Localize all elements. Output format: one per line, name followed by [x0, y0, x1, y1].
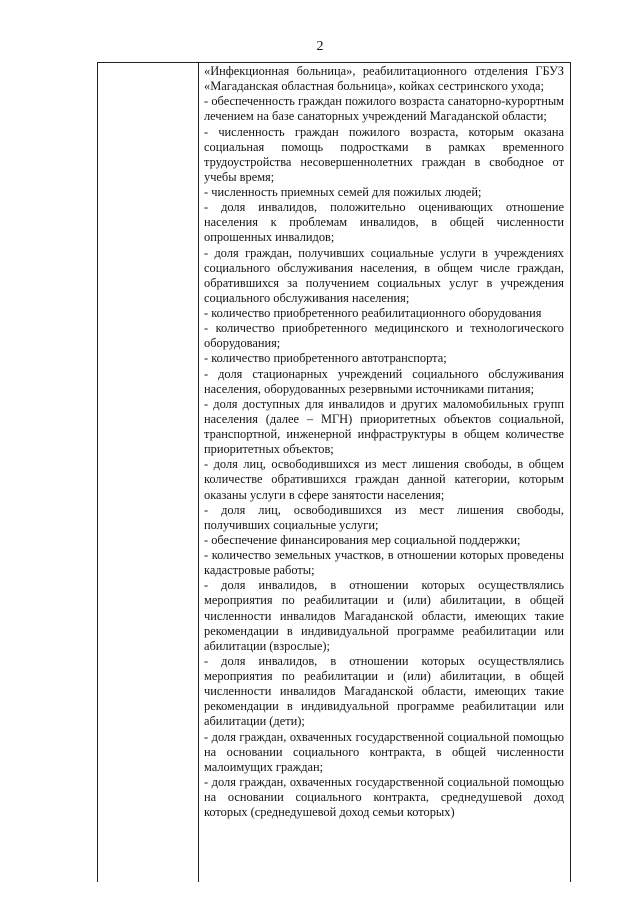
indicator-paragraph: - доля доступных для инвалидов и других маломобильных групп населения (далее – МГН) приоритетных объектов социальной, транспортной, инженерной инфраструктуры в общем количестве приоритетных объектов; — [204, 396, 564, 457]
indicator-paragraph: - доля граждан, охваченных государственной социальной помощью на основании социального контракта, среднедушевой доход которых (среднедушевой доход семьи которых) — [204, 774, 564, 820]
indicator-paragraph: - обеспеченность граждан пожилого возраста санаторно-курортным лечением на базе санаторных учреждений Магаданской области; — [204, 94, 564, 124]
indicator-paragraph: - численность граждан пожилого возраста, которым оказана социальная помощь подростками в рамках временного трудоустройства несовершеннолетних граждан в свободное от учебы время; — [204, 124, 564, 184]
indicator-paragraph: - доля инвалидов, в отношении которых осуществлялись мероприятия по реабилитации и (или) абилитации, в общей численности инвалидов Магаданской области, имеющих такие рекомендации в индивидуальной программе реабилитации или абилитации (дети); — [204, 653, 564, 729]
indicator-paragraph: - доля граждан, получивших социальные услуги в учреждениях социального обслуживания населения, в общем числе граждан, обратившихся за получением социальных услуг в учреждения социального обслуживания населения; — [204, 245, 564, 305]
indicator-paragraph: - доля лиц, освободившихся из мест лишения свободы, в общем количестве обратившихся граждан данной категории, которым оказаны услуги в сфере занятости населения; — [204, 457, 564, 502]
indicator-paragraph: - доля стационарных учреждений социального обслуживания населения, оборудованных резервными источниками питания; — [204, 366, 564, 396]
indicator-paragraph: - доля инвалидов, в отношении которых осуществлялись мероприятия по реабилитации и (или) абилитации, в общей численности инвалидов Магаданской области, имеющих такие рекомендации в индивидуальной программе реабилитации или абилитации (взрослые); — [204, 578, 564, 653]
indicator-paragraph: - доля лиц, освободившихся из мест лишения свободы, получивших социальные услуги; — [204, 502, 564, 532]
indicator-paragraph: «Инфекционная больница», реабилитационного отделения ГБУЗ «Магаданская областная больница», койках сестринского ухода; — [204, 64, 564, 94]
page-number: 2 — [316, 39, 324, 54]
indicator-paragraph: - количество приобретенного реабилитационного оборудования — [204, 306, 542, 320]
table-column-divider — [198, 62, 199, 882]
indicator-paragraph: - обеспечение финансирования мер социальной поддержки; — [204, 532, 521, 547]
indicator-paragraph: - количество приобретенного медицинского и технологического оборудования; — [204, 321, 564, 351]
indicator-paragraph: - количество земельных участков, в отношении которых проведены кадастровые работы; — [204, 548, 564, 578]
indicator-paragraph: - доля граждан, охваченных государственной социальной помощью на основании социального контракта, в общей численности малоимущих граждан; — [204, 729, 564, 774]
indicator-paragraph: - количество приобретенного автотранспорта; — [204, 351, 447, 366]
indicator-paragraph: - доля инвалидов, положительно оценивающих отношение населения к проблемам инвалидов, в общей численности опрошенных инвалидов; — [204, 200, 564, 245]
indicator-paragraph: - численность приемных семей для пожилых людей; — [204, 185, 482, 199]
indicators-cell — [204, 64, 564, 820]
